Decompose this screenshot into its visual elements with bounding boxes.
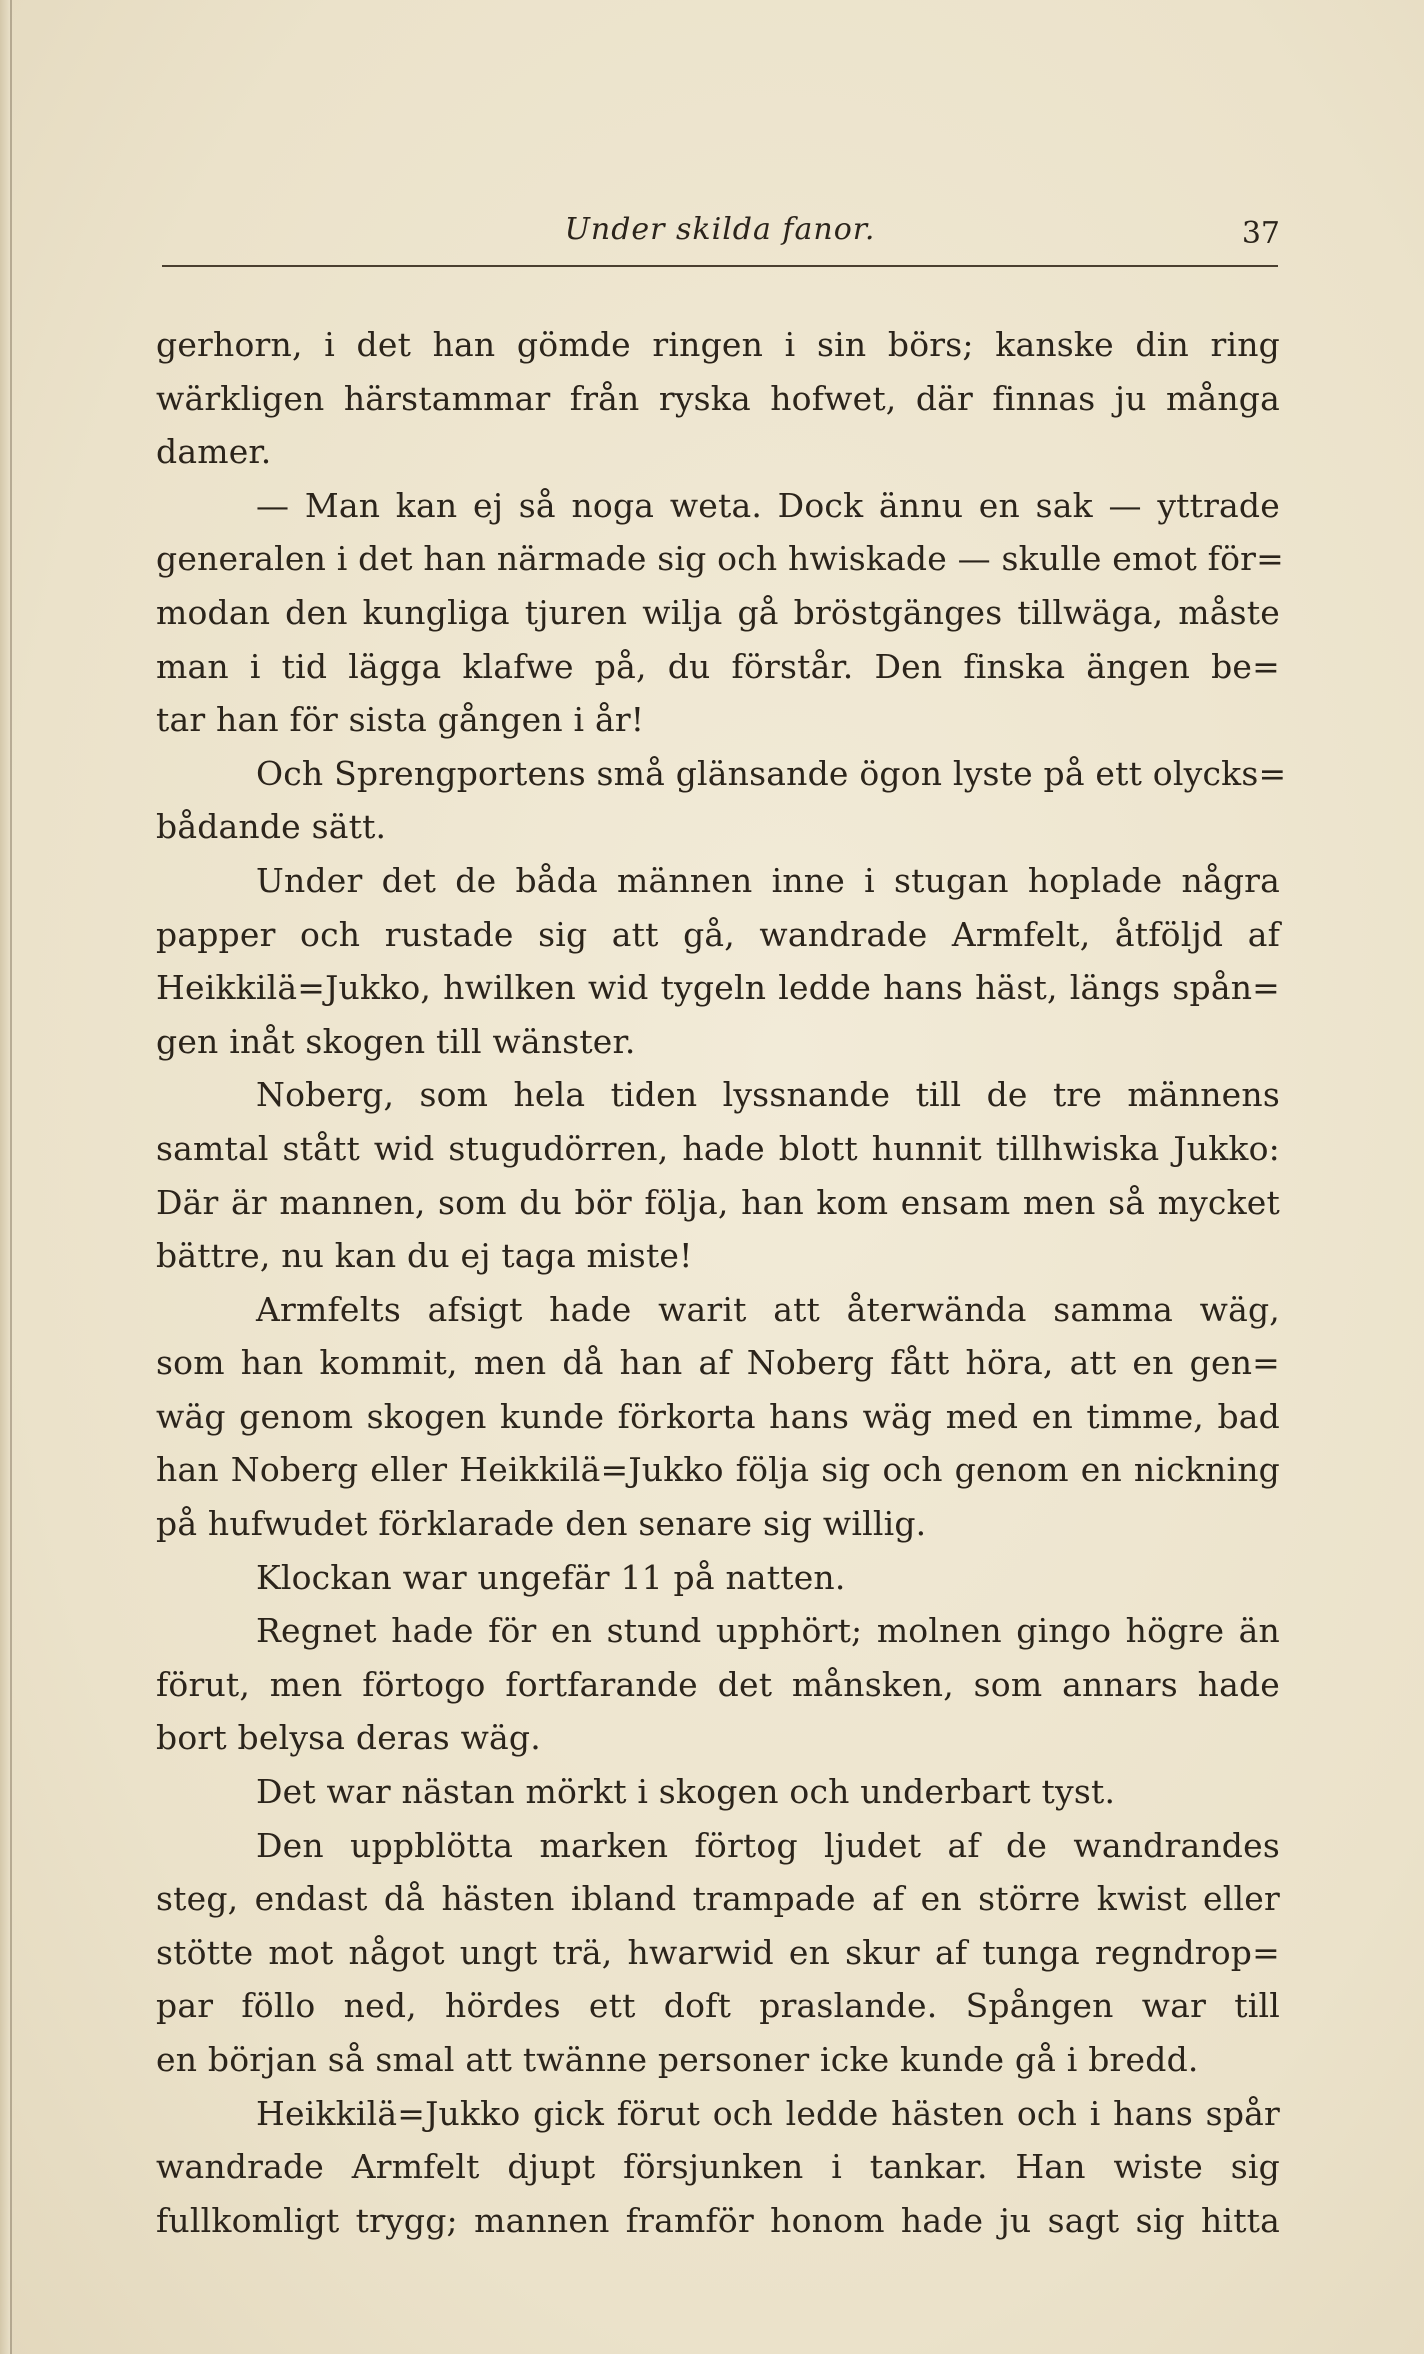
text-line: man i tid lägga klafwe på, du förstår. Den finska ängen be= (156, 646, 1280, 686)
text-line: en början så smal att twänne personer icke kunde gå i bredd. (156, 2040, 1199, 2079)
text-line: Under det de båda männen inne i stugan hoplade några (256, 860, 1280, 900)
text-line: Armfelts afsigt hade warit att återwända samma wäg, (256, 1289, 1280, 1329)
text-line: wandrade Armfelt djupt försjunken i tankar. Han wiste sig (156, 2147, 1280, 2187)
text-line: damer. (156, 432, 272, 472)
text-line: gerhorn, i det han gömde ringen i sin börs; kanske din ring (156, 325, 1280, 364)
text-line: bort belysa deras wäg. (156, 1718, 541, 1758)
text-line: modan den kungliga tjuren wilja gå bröstgänges tillwäga, måste (156, 592, 1280, 632)
text-line: Klockan war ungefär 11 på natten. (256, 1557, 846, 1597)
text-line: wärkligen härstammar från ryska hofwet, där finnas ju många (156, 378, 1280, 418)
text-line: stötte mot något ungt trä, hwarwid en skur af tunga regndrop= (156, 1932, 1280, 1972)
text-line: fullkomligt trygg; mannen framför honom hade ju sagt sig hitta (156, 2200, 1280, 2240)
text-line: bättre, nu kan du ej taga miste! (156, 1236, 693, 1276)
text-line: gen inåt skogen till wänster. (156, 1021, 636, 1061)
text-line: papper och rustade sig att gå, wandrade Armfelt, åtföljd af (156, 914, 1280, 954)
text-line: tar han för sista gången i år! (156, 700, 645, 740)
text-line: — Man kan ej så noga weta. Dock ännu en sak — yttrade (256, 485, 1280, 525)
page-binding-shadow (0, 0, 10, 2354)
text-line: Noberg, som hela tiden lyssnande till de tre männens (256, 1075, 1280, 1115)
text-line: Där är mannen, som du bör följa, han kom ensam men så mycket (156, 1182, 1280, 1222)
text-line: Regnet hade för en stund upphört; molnen gingo högre än (256, 1611, 1280, 1651)
page-header (160, 212, 1280, 262)
text-line: Heikkilä=Jukko gick förut och ledde hästen och i hans spår (256, 2093, 1280, 2133)
page-number: 37 (1241, 216, 1280, 251)
text-line: förut, men förtogo fortfarande det månsken, som annars hade (156, 1664, 1280, 1704)
text-line: Den uppblötta marken förtog ljudet af de wandrandes (256, 1825, 1280, 1865)
body-text (156, 318, 1287, 2247)
text-line: han Noberg eller Heikkilä=Jukko följa sig och genom en nickning (156, 1450, 1280, 1490)
page-edge-line (10, 0, 12, 2354)
text-line: par föllo ned, hördes ett doft praslande. Spången war till (156, 1986, 1280, 2026)
text-line: Heikkilä=Jukko, hwilken wid tygeln ledde hans häst, längs spån= (156, 968, 1280, 1008)
running-title: Under skilda fanor. (564, 212, 876, 247)
text-line: Det war nästan mörkt i skogen och underbart tyst. (256, 1772, 1116, 1812)
text-line: på hufwudet förklarade den senare sig willig. (156, 1504, 927, 1544)
text-line: bådande sätt. (156, 807, 387, 847)
text-line: samtal stått wid stugudörren, hade blott hunnit tillhwiska Jukko: (156, 1128, 1280, 1168)
text-line: generalen i det han närmade sig och hwiskade — skulle emot för= (156, 539, 1284, 579)
text-line: steg, endast då hästen ibland trampade af en större kwist eller (156, 1879, 1280, 1919)
text-line: Och Sprengportens små glänsande ögon lyste på ett olycks= (256, 753, 1287, 793)
text-line: som han kommit, men då han af Noberg fått höra, att en gen= (156, 1343, 1280, 1383)
text-line: wäg genom skogen kunde förkorta hans wäg med en timme, bad (156, 1396, 1280, 1436)
header-rule (162, 265, 1278, 267)
